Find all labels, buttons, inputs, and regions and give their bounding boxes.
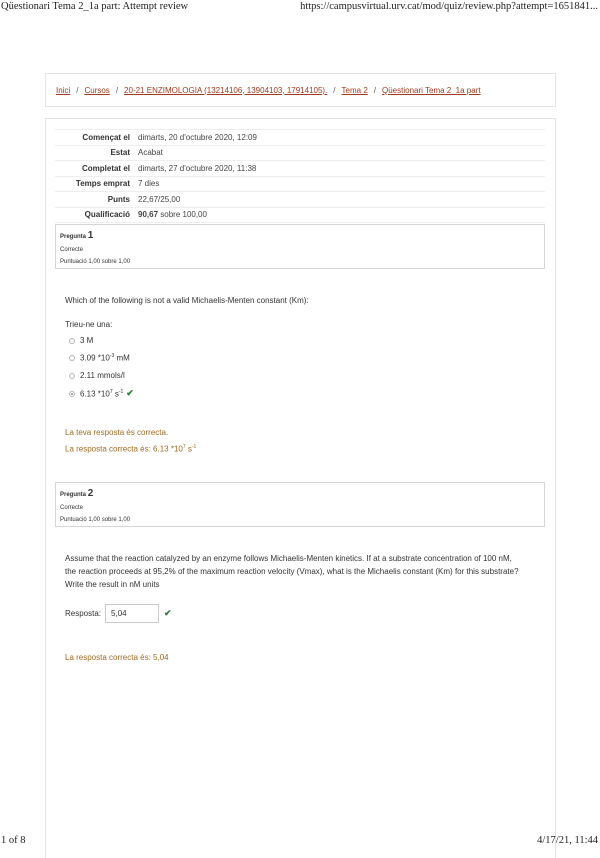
check-icon: ✔ [164, 608, 172, 618]
question-2-correct-answer: La resposta correcta és: 5,04 [65, 653, 169, 662]
question-1-option-a[interactable] [69, 336, 93, 345]
print-title: Qüestionari Tema 2_1a part: Attempt review [1, 1, 189, 12]
print-footer [0, 834, 600, 848]
option-exponent: -3 [109, 353, 115, 359]
breadcrumb-separator: / [115, 85, 119, 95]
breadcrumb [45, 73, 556, 107]
correct-answer-text: La resposta correcta és: 6.13 *10 [65, 444, 183, 454]
grade-total: sobre 100,00 [158, 210, 207, 220]
page-counter: 1 of 8 [1, 835, 26, 846]
question-score: Puntuació 1,00 sobre 1,00 [60, 517, 131, 523]
answer-label: Resposta: [65, 609, 102, 618]
correct-answer-exponent: -1 [191, 444, 197, 450]
summary-label: Completat el [81, 163, 130, 173]
breadcrumb-separator: / [333, 85, 336, 95]
summary-value: dimarts, 27 d'octubre 2020, 11:38 [138, 163, 257, 173]
summary-label: Qualificació [84, 210, 130, 220]
summary-row-completed [55, 161, 545, 177]
print-url: https://campusvirtual.urv.cat/mod/quiz/review.php?attempt=1651841... [300, 1, 598, 12]
summary-row-grade [55, 208, 545, 224]
summary-label: Començat el [82, 132, 130, 142]
summary-value [136, 210, 207, 219]
summary-row-started [55, 129, 545, 146]
breadcrumb-separator: / [373, 85, 376, 95]
question-status: Correcte [60, 247, 84, 253]
question-2-answer-row [65, 604, 172, 623]
grade-value: 90,67 [138, 210, 159, 220]
question-1-option-c[interactable] [69, 371, 125, 380]
option-label: 2.11 mmols/l [80, 371, 125, 380]
check-icon: ✔ [126, 388, 134, 398]
summary-row-marks [55, 192, 545, 208]
summary-label: Punts [107, 194, 130, 204]
breadcrumb-separator: / [76, 85, 79, 95]
summary-value: 22,67/25,00 [138, 194, 181, 204]
question-1-info [55, 224, 545, 269]
print-header [0, 0, 600, 14]
question-2-info [55, 482, 545, 527]
summary-value: 7 dies [138, 179, 160, 189]
question-2-text: Assume that the reaction catalyzed by an enzyme follows Michaelis-Menten kinetics. If at a substrate concentration of 100 nM, the reaction proceeds at 95,2% of the maximum reaction velocity (Vmax), what is the Michaelis constant (Km) for this substrate? Write the result in nM units [65, 554, 519, 589]
breadcrumb-course[interactable]: 20-21 ENZIMOLOGIA (13214106, 13904103, 17914105). [124, 85, 328, 95]
summary-value: Acabat [138, 148, 163, 158]
question-1-prompt: Trieu-ne una: [65, 320, 113, 329]
question-number [60, 230, 544, 241]
summary-value: dimarts, 20 d'octubre 2020, 12:09 [138, 132, 257, 142]
print-datetime: 4/17/21, 11:44 [537, 835, 598, 846]
breadcrumb-inici[interactable]: Inici [56, 85, 71, 95]
question-number-label: Pregunta [60, 492, 87, 498]
question-status: Correcte [60, 505, 84, 511]
option-unit: mM [114, 353, 130, 363]
breadcrumb-tema[interactable]: Tema 2 [341, 85, 368, 95]
correct-answer-unit: s [185, 444, 192, 454]
option-label: 3 M [80, 336, 94, 345]
summary-label: Estat [110, 148, 130, 158]
question-number-value: 1 [87, 230, 94, 241]
option-label [80, 353, 130, 363]
breadcrumb-cursos[interactable]: Cursos [84, 85, 110, 95]
option-exponent: 7 [109, 388, 113, 395]
option-text: 6.13 *10 [80, 389, 110, 399]
question-1-correct-answer [65, 444, 196, 454]
question-1-option-b[interactable] [69, 353, 130, 363]
question-score: Puntuació 1,00 sobre 1,00 [60, 259, 131, 265]
question-number-label: Pregunta [60, 234, 87, 240]
attempt-summary-table [55, 129, 545, 223]
question-1-feedback: La teva resposta és correcta. [65, 428, 169, 437]
breadcrumb-quiz[interactable]: Qüestionari Tema 2_1a part [382, 85, 481, 95]
option-text: 3.09 *10 [80, 353, 110, 363]
option-exponent: -1 [118, 388, 124, 395]
question-1-option-d[interactable] [69, 388, 134, 399]
radio-button[interactable] [69, 338, 75, 344]
question-number-value: 2 [87, 488, 94, 499]
question-1-text: Which of the following is not a valid Michaelis-Menten constant (Km): [65, 296, 309, 305]
option-label [80, 389, 123, 399]
correct-answer-exponent: 7 [182, 444, 186, 450]
radio-button[interactable] [69, 355, 75, 361]
radio-button-selected[interactable] [69, 391, 75, 397]
radio-button[interactable] [69, 373, 75, 379]
question-number [60, 488, 544, 499]
summary-label: Temps emprat [75, 179, 130, 189]
summary-row-time-taken [55, 177, 545, 193]
summary-row-state [55, 146, 545, 162]
answer-input[interactable] [105, 604, 159, 623]
option-unit: s [112, 389, 119, 399]
